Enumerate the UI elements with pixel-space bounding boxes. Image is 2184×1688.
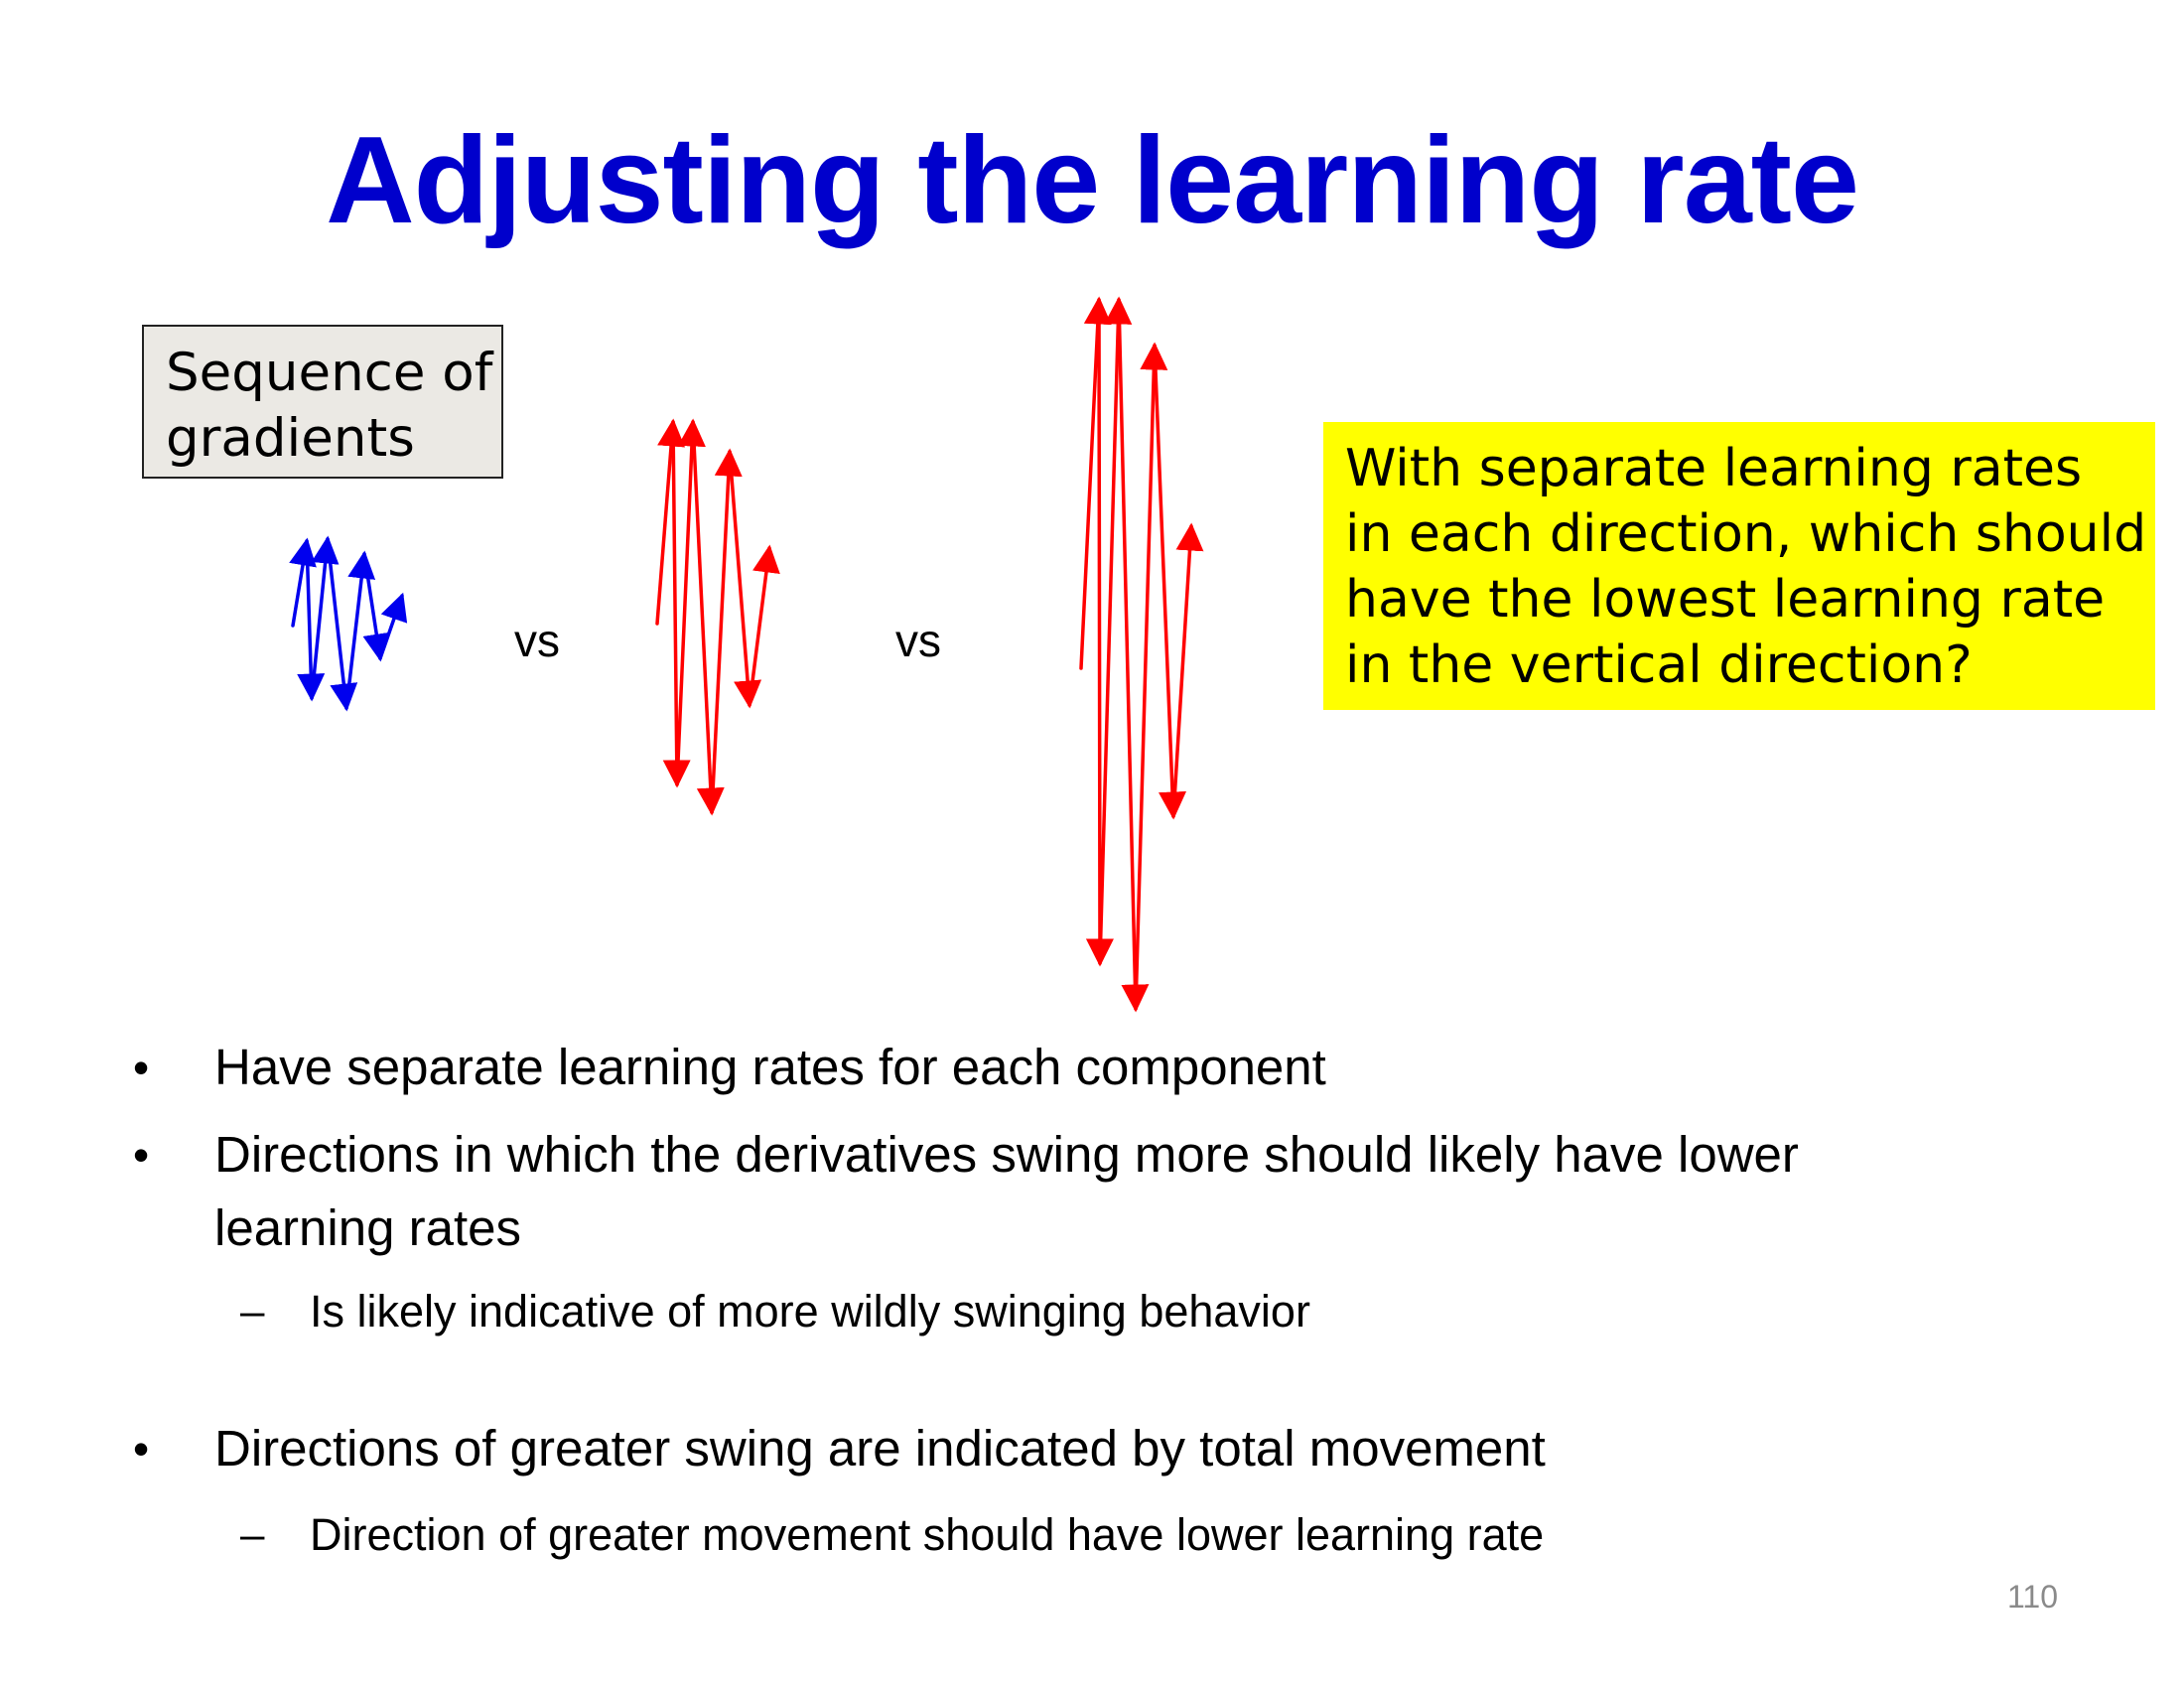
label-line-2: gradients bbox=[166, 408, 415, 469]
callout-line: in the vertical direction? bbox=[1345, 635, 1973, 695]
gradient-arrow bbox=[750, 548, 769, 705]
sub-bullet-marker: – bbox=[240, 1510, 265, 1559]
gradient-arrow bbox=[673, 422, 677, 784]
page-number: 110 bbox=[2007, 1579, 2059, 1615]
gradient-arrow bbox=[1173, 526, 1191, 816]
gradient-arrow bbox=[712, 452, 730, 812]
gradient-arrow bbox=[657, 422, 673, 624]
vs-label: vs bbox=[895, 615, 941, 666]
bullet-marker: • bbox=[133, 1423, 150, 1475]
bullet-marker: • bbox=[133, 1042, 150, 1093]
callout-line: have the lowest learning rate bbox=[1345, 570, 2106, 630]
gradient-arrow bbox=[677, 422, 693, 784]
gradient-arrow bbox=[1100, 300, 1119, 963]
vs-label: vs bbox=[514, 615, 560, 666]
question-callout bbox=[1323, 422, 2155, 710]
gradient-arrow bbox=[730, 452, 750, 705]
gradient-arrow bbox=[1136, 346, 1155, 1009]
bullet-item: Directions in which the derivatives swing more should likely have lower bbox=[214, 1126, 1799, 1183]
gradient-arrow bbox=[1081, 300, 1099, 668]
gradient-arrow bbox=[693, 422, 712, 812]
gradient-arrow bbox=[1099, 300, 1100, 963]
bullet-item: Have separate learning rates for each component bbox=[214, 1039, 1326, 1095]
callout-line: With separate learning rates bbox=[1345, 439, 2083, 498]
bullet-item-continuation: learning rates bbox=[214, 1199, 522, 1256]
sub-bullet-item: Is likely indicative of more wildly swinging behavior bbox=[310, 1286, 1310, 1336]
gradient-arrow bbox=[364, 554, 380, 658]
gradient-sequence-large bbox=[1081, 300, 1191, 1009]
callout-line: in each direction, which should bbox=[1345, 504, 2147, 564]
label-line-1: Sequence of bbox=[166, 343, 493, 403]
gradient-arrow bbox=[312, 539, 328, 698]
gradient-arrow bbox=[1155, 346, 1173, 816]
sub-bullet-marker: – bbox=[240, 1287, 265, 1336]
gradient-arrow bbox=[307, 541, 312, 698]
sub-bullet-item: Direction of greater movement should have lower learning rate bbox=[310, 1509, 1545, 1560]
bullet-item: Directions of greater swing are indicated by total movement bbox=[214, 1420, 1546, 1477]
gradient-arrow bbox=[380, 596, 402, 658]
gradient-sequence-medium bbox=[657, 422, 769, 812]
bullet-marker: • bbox=[133, 1129, 150, 1181]
slide-title: Adjusting the learning rate bbox=[326, 112, 1858, 249]
gradient-arrow bbox=[328, 539, 346, 708]
gradient-arrow bbox=[346, 554, 364, 708]
gradient-arrow bbox=[293, 541, 307, 626]
gradient-sequence-small bbox=[293, 539, 402, 708]
gradient-arrow bbox=[1119, 300, 1136, 1009]
